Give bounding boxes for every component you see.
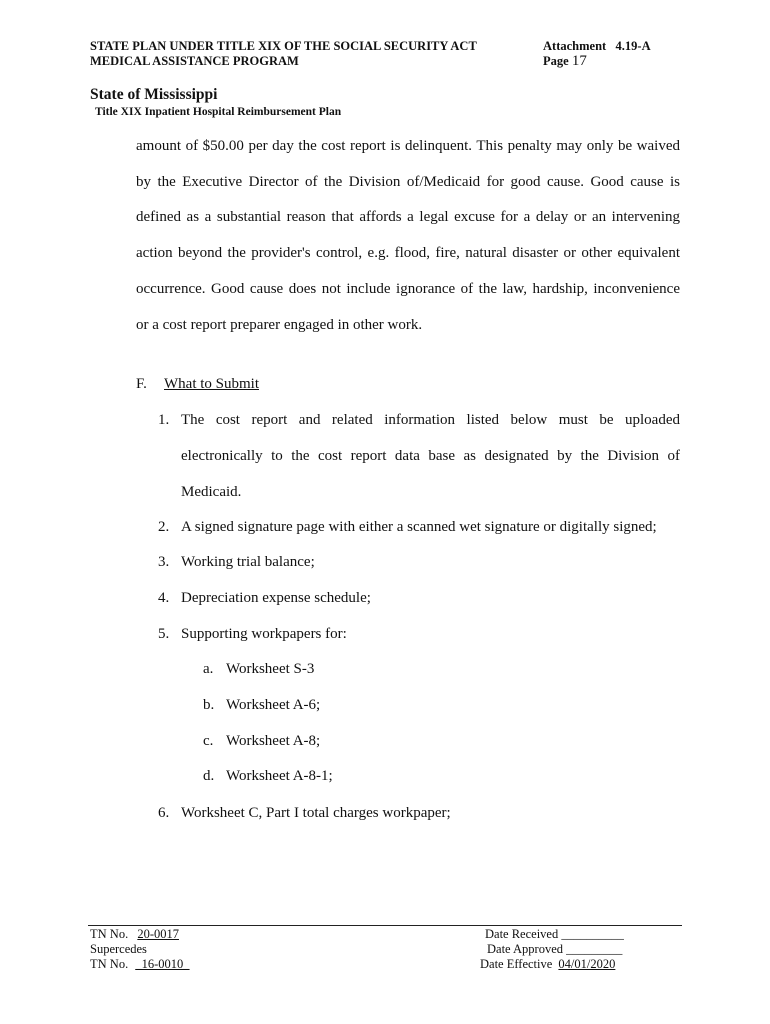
plan-title: Title XIX Inpatient Hospital Reimbursement Plan — [95, 106, 342, 118]
subitem-c-text: Worksheet A-8; — [226, 733, 321, 749]
date-approved: Date Approved _________ — [487, 942, 623, 956]
subitem-a-text: Worksheet S-3 — [226, 661, 315, 677]
subitem-d-text: Worksheet A-8-1; — [226, 768, 333, 784]
item-4-number: 4. — [158, 590, 170, 606]
item-5-number: 5. — [158, 626, 170, 642]
header-line1: STATE PLAN UNDER TITLE XIX OF THE SOCIAL SECURITY ACT — [90, 39, 477, 53]
footer-right — [480, 927, 624, 972]
subitem-a-letter: a. — [203, 661, 214, 677]
header-left — [90, 39, 477, 69]
item-2-number: 2. — [158, 519, 170, 535]
item-1-line-2: electronically to the cost report data base as designated by the Division of — [181, 448, 680, 464]
page-indicator — [543, 54, 651, 69]
date-effective-label: Date Effective — [480, 957, 553, 971]
state-title: State of Mississippi — [90, 86, 218, 103]
attachment-label: Attachment 4.19-A — [543, 39, 651, 53]
subitem-b-text: Worksheet A-6; — [226, 697, 321, 713]
paragraph-line-3: defined as a substantial reason that affords a legal excuse for a delay or an intervening — [136, 209, 680, 225]
item-1-number: 1. — [158, 412, 170, 428]
item-5-text: Supporting workpapers for: — [181, 626, 347, 642]
date-received: Date Received __________ — [485, 927, 624, 941]
subitem-d-letter: d. — [203, 768, 215, 784]
item-3-text: Working trial balance; — [181, 554, 315, 570]
section-title: What to Submit — [164, 376, 259, 392]
paragraph-line-4: action beyond the provider's control, e.g. flood, fire, natural disaster or other equivalent — [136, 245, 680, 261]
tn-number-line — [90, 927, 190, 942]
previous-tn-value: _16-0010_ — [135, 957, 190, 971]
item-2-text: A signed signature page with either a scanned wet signature or digitally signed; — [181, 519, 657, 535]
item-6-number: 6. — [158, 805, 170, 821]
paragraph-line-1: amount of $50.00 per day the cost report is delinquent. This penalty may only be waived — [136, 138, 680, 154]
paragraph-line-2: by the Executive Director of the Division of/Medicaid for good cause. Good cause is — [136, 174, 680, 190]
subitem-c-letter: c. — [203, 733, 214, 749]
header-right — [543, 39, 651, 69]
paragraph-line-5: occurrence. Good cause does not include ignorance of the law, hardship, inconvenience — [136, 281, 680, 297]
item-6-text: Worksheet C, Part I total charges workpaper; — [181, 805, 451, 821]
item-1-line-1: The cost report and related information listed below must be uploaded — [181, 412, 680, 428]
footer-left — [90, 927, 190, 972]
tn-label: TN No. — [90, 927, 129, 941]
date-effective-value: 04/01/2020 — [558, 957, 616, 971]
page-label: Page — [543, 54, 569, 68]
subitem-b-letter: b. — [203, 697, 215, 713]
paragraph-line-6: or a cost report preparer engaged in other work. — [136, 317, 423, 333]
item-1-line-3: Medicaid. — [181, 484, 242, 500]
supercedes-label: Supercedes — [90, 942, 147, 956]
item-3-number: 3. — [158, 554, 170, 570]
page-number: 17 — [571, 53, 587, 69]
previous-tn-line — [90, 957, 190, 972]
header-line2: MEDICAL ASSISTANCE PROGRAM — [90, 54, 299, 68]
footer-rule — [88, 925, 682, 926]
date-effective-line — [480, 957, 624, 972]
previous-tn-label: TN No. — [90, 957, 129, 971]
tn-value: 20-0017 — [137, 927, 179, 941]
item-4-text: Depreciation expense schedule; — [181, 590, 371, 606]
section-letter: F. — [136, 376, 147, 392]
